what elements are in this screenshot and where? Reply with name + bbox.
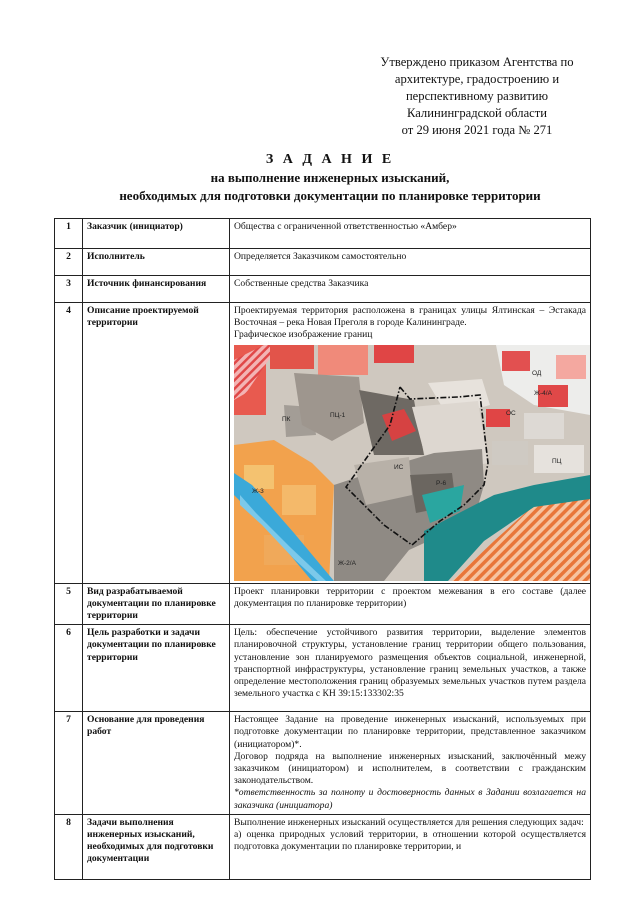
document-title [60,150,600,205]
map-label: Ж-2/А [338,559,356,567]
row-label: Цель разработки и задачи документации по планировке территории [83,625,230,712]
row-label: Вид разрабатываемой документации по планировке территории [83,583,230,625]
table-row [55,625,591,712]
approval-line-1: Утверждено приказом Агентства по [380,55,574,69]
approval-stamp [362,54,592,139]
title-subheading-2: необходимых для подготовки документации по планировке территории [119,188,541,203]
map-label: ИС [394,463,404,471]
map-label: Р-6 [436,479,447,487]
row-number: 3 [55,276,83,303]
row-value: Проект планировки территории с проектом межевания в его составе (далее документация по планировке территории) [230,583,591,625]
row-number: 5 [55,583,83,625]
row-number: 1 [55,219,83,249]
table-row [55,276,591,303]
table-row [55,219,591,249]
graphic-caption: Графическое изображение границ [234,329,373,341]
basis-text: Настоящее Задание на проведение инженерных изысканий, используемых при подготовке документации по планировке территории, представленное заказчиком (инициатором)*. [234,714,586,750]
task-a: а) оценка природных условий территории, в отношении которой осуществляется подготовка документации по планировке территории, и [234,829,586,853]
map-label: Ж-4/А [534,389,552,397]
contract-text: Договор подряда на выполнение инженерных изысканий, заключённый межу заказчиком (инициатором) и исполнителем, в соответствии с гражданским законодательством. [234,750,586,787]
row-number: 8 [55,814,83,879]
assignment-table [54,218,591,880]
map-label: ПЦ [552,457,562,465]
row-number: 6 [55,625,83,712]
row-label: Заказчик (инициатор) [83,219,230,249]
map-label: Ж-3 [252,487,264,495]
title-subheading: на выполнение инженерных изысканий, [210,170,450,185]
row-value [230,712,591,815]
table-row [55,814,591,879]
row-value: Цель: обеспечение устойчивого развития территории, выделение элементов планировочной структуры, установление границ территории общего пользования, установление зон планируемого размещения объектов социальной, инженерной, транспортной инфраструктуры, установление границ земельных участков, а также определение местоположения границ образуемых земельных участков путем раздела земельного участка с КН 39:15:133302:35 [230,625,591,712]
map-label: ОС [506,409,516,417]
row-value: Собственные средства Заказчика [230,276,591,303]
row-label: Описание проектируемой территории [83,303,230,584]
approval-line-3: перспективному развитию [405,89,549,103]
table-row [55,712,591,815]
row-number: 2 [55,249,83,276]
approval-line-2: архитектуре, градостроению и [394,72,560,86]
table-row [55,249,591,276]
tasks-intro: Выполнение инженерных изысканий осуществляется для решения следующих задач: [234,816,584,828]
row-value [230,814,591,879]
row-value: Общества с ограниченной ответственностью «Амбер» [230,219,591,249]
table-row [55,583,591,625]
title-heading: З А Д А Н И Е [265,152,395,167]
boundary-map-image [234,345,590,581]
row-number: 7 [55,712,83,815]
row-value [230,303,591,584]
row-value: Определяется Заказчиком самостоятельно [230,249,591,276]
table-row [55,303,591,584]
map-label: ПЦ-1 [330,411,346,419]
map-label: ОД [532,369,542,377]
map-label: ПК [282,415,291,423]
approval-line-5: от 29 июня 2021 года № 271 [401,123,553,137]
row-number: 4 [55,303,83,584]
territory-description: Проектируемая территория расположена в границах улицы Ялтинская – Эстакада Восточная – река Новая Преголя в городе Калининграде. [234,305,586,329]
approval-line-4: Калининградской области [407,106,547,120]
row-label: Основание для проведения работ [83,712,230,815]
row-label: Исполнитель [83,249,230,276]
responsibility-note: *ответственность за полноту и достоверность данных в Задании возлагается на заказчика (инициатора) [234,787,586,811]
row-label: Задачи выполнения инженерных изысканий, необходимых для подготовки документации [83,814,230,879]
row-label: Источник финансирования [83,276,230,303]
